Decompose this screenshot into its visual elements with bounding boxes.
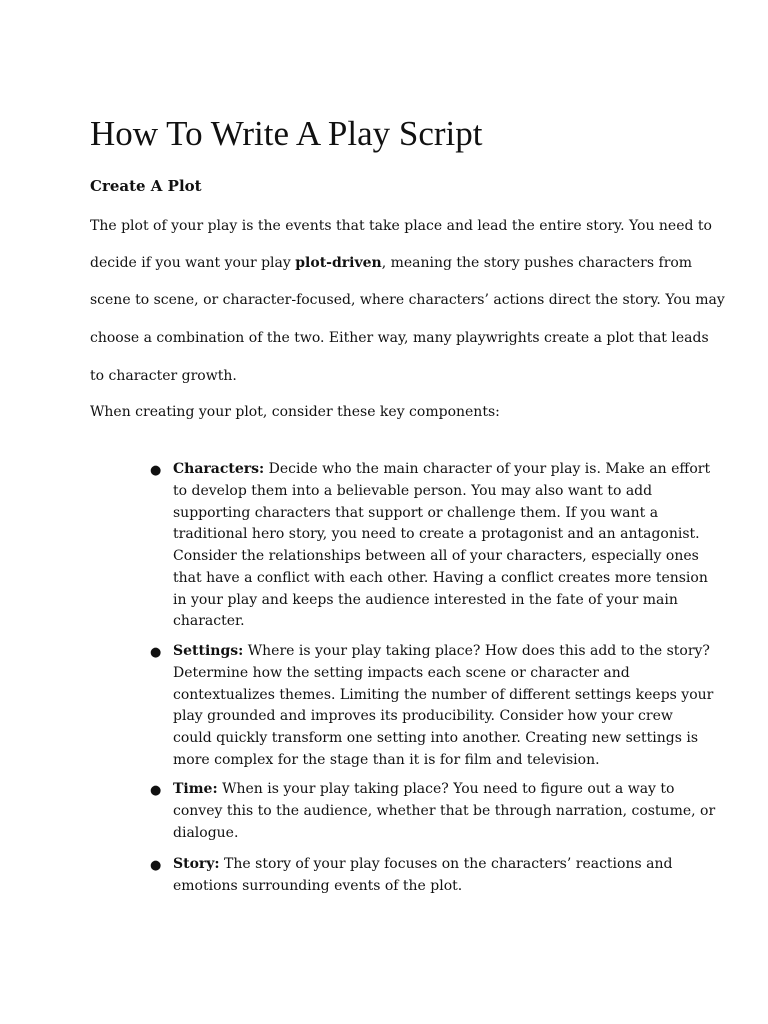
body-text: contextualizes themes. Limiting the number of different settings keeps your [173,686,714,703]
body-text: The story of your play focuses on the characters’ reactions and [219,856,673,872]
intro-line [90,253,693,273]
bullet-icon: ● [150,858,162,873]
bullet-line [173,750,600,770]
bold-term: Settings: [173,643,244,659]
bullet-line [173,823,238,843]
body-text: , meaning the story pushes characters from [381,255,693,271]
body-text: play grounded and improves its producibility. Consider how your crew [173,708,673,725]
body-text: could quickly transform one setting into another. Creating new settings is [173,730,699,746]
bullet-icon: ● [150,783,162,798]
bullet-line [173,706,673,726]
bold-term: plot-driven [295,255,382,271]
bullet-line [173,779,674,799]
section-heading: Create A Plot [90,177,202,195]
bullet-icon: ● [150,463,162,478]
bullet-icon: ● [150,645,162,660]
intro-line [90,290,725,310]
bullet-line [173,568,708,588]
intro-line [90,216,712,236]
bullet-line [173,611,245,631]
body-text: scene to scene, or character-focused, where characters’ actions direct the story. You may [90,292,725,308]
bullet-line [173,685,713,705]
body-text: When is your play taking place? You need to figure out a way to [217,781,675,797]
body-text: dialogue. [173,824,239,841]
bullet-line [173,546,699,566]
body-text: Decide who the main character of your play is. Make an effort [264,461,711,477]
page-title: How To Write A Play Script [90,114,483,153]
bullet-line [173,641,710,661]
bullet-line [173,728,698,748]
body-text: Consider the relationships between all of your characters, especially ones [173,548,699,564]
body-text: choose a combination of the two. Either way, many playwrights create a plot that leads [90,330,709,346]
body-text: in your play and keeps the audience interested in the fate of your main [173,591,678,608]
bullet-line [173,876,462,896]
bold-term: Characters: [173,461,265,477]
bold-term: Time: [173,781,218,797]
bullet-line [173,481,652,501]
bullet-line [173,524,700,544]
bullet-line [173,801,715,821]
bullet-line [173,590,678,610]
body-text: supporting characters that support or challenge them. If you want a [173,504,659,521]
intro-line [90,366,678,386]
body-text: Determine how the setting impacts each scene or character and [173,664,630,681]
bold-term: Story: [173,856,220,872]
body-text: to develop them into a believable person. You may also want to add [173,482,653,499]
body-text: more complex for the stage than it is for film and television. [173,751,600,768]
bullet-line [173,503,658,523]
bullet-line [173,459,710,479]
body-text: convey this to the audience, whether that be through narration, costume, or [173,802,716,819]
body-text: to character growth. [90,368,237,384]
body-text: that have a conflict with each other. Having a conflict creates more tension [173,569,708,586]
body-text: traditional hero story, you need to create a protagonist and an antagonist. [173,526,700,543]
body-text: decide if you want your play [90,255,296,271]
body-text: emotions surrounding events of the plot. [173,877,463,894]
body-text: The plot of your play is the events that take place and lead the entire story. You need to [90,218,712,234]
body-text: Where is your play taking place? How does this add to the story? [243,643,710,659]
body-text: character. [173,613,245,630]
intro-line [90,328,709,348]
bullet-line [173,663,630,683]
lead-in-text: When creating your plot, consider these key components: [90,404,500,420]
bullet-line [173,854,672,874]
